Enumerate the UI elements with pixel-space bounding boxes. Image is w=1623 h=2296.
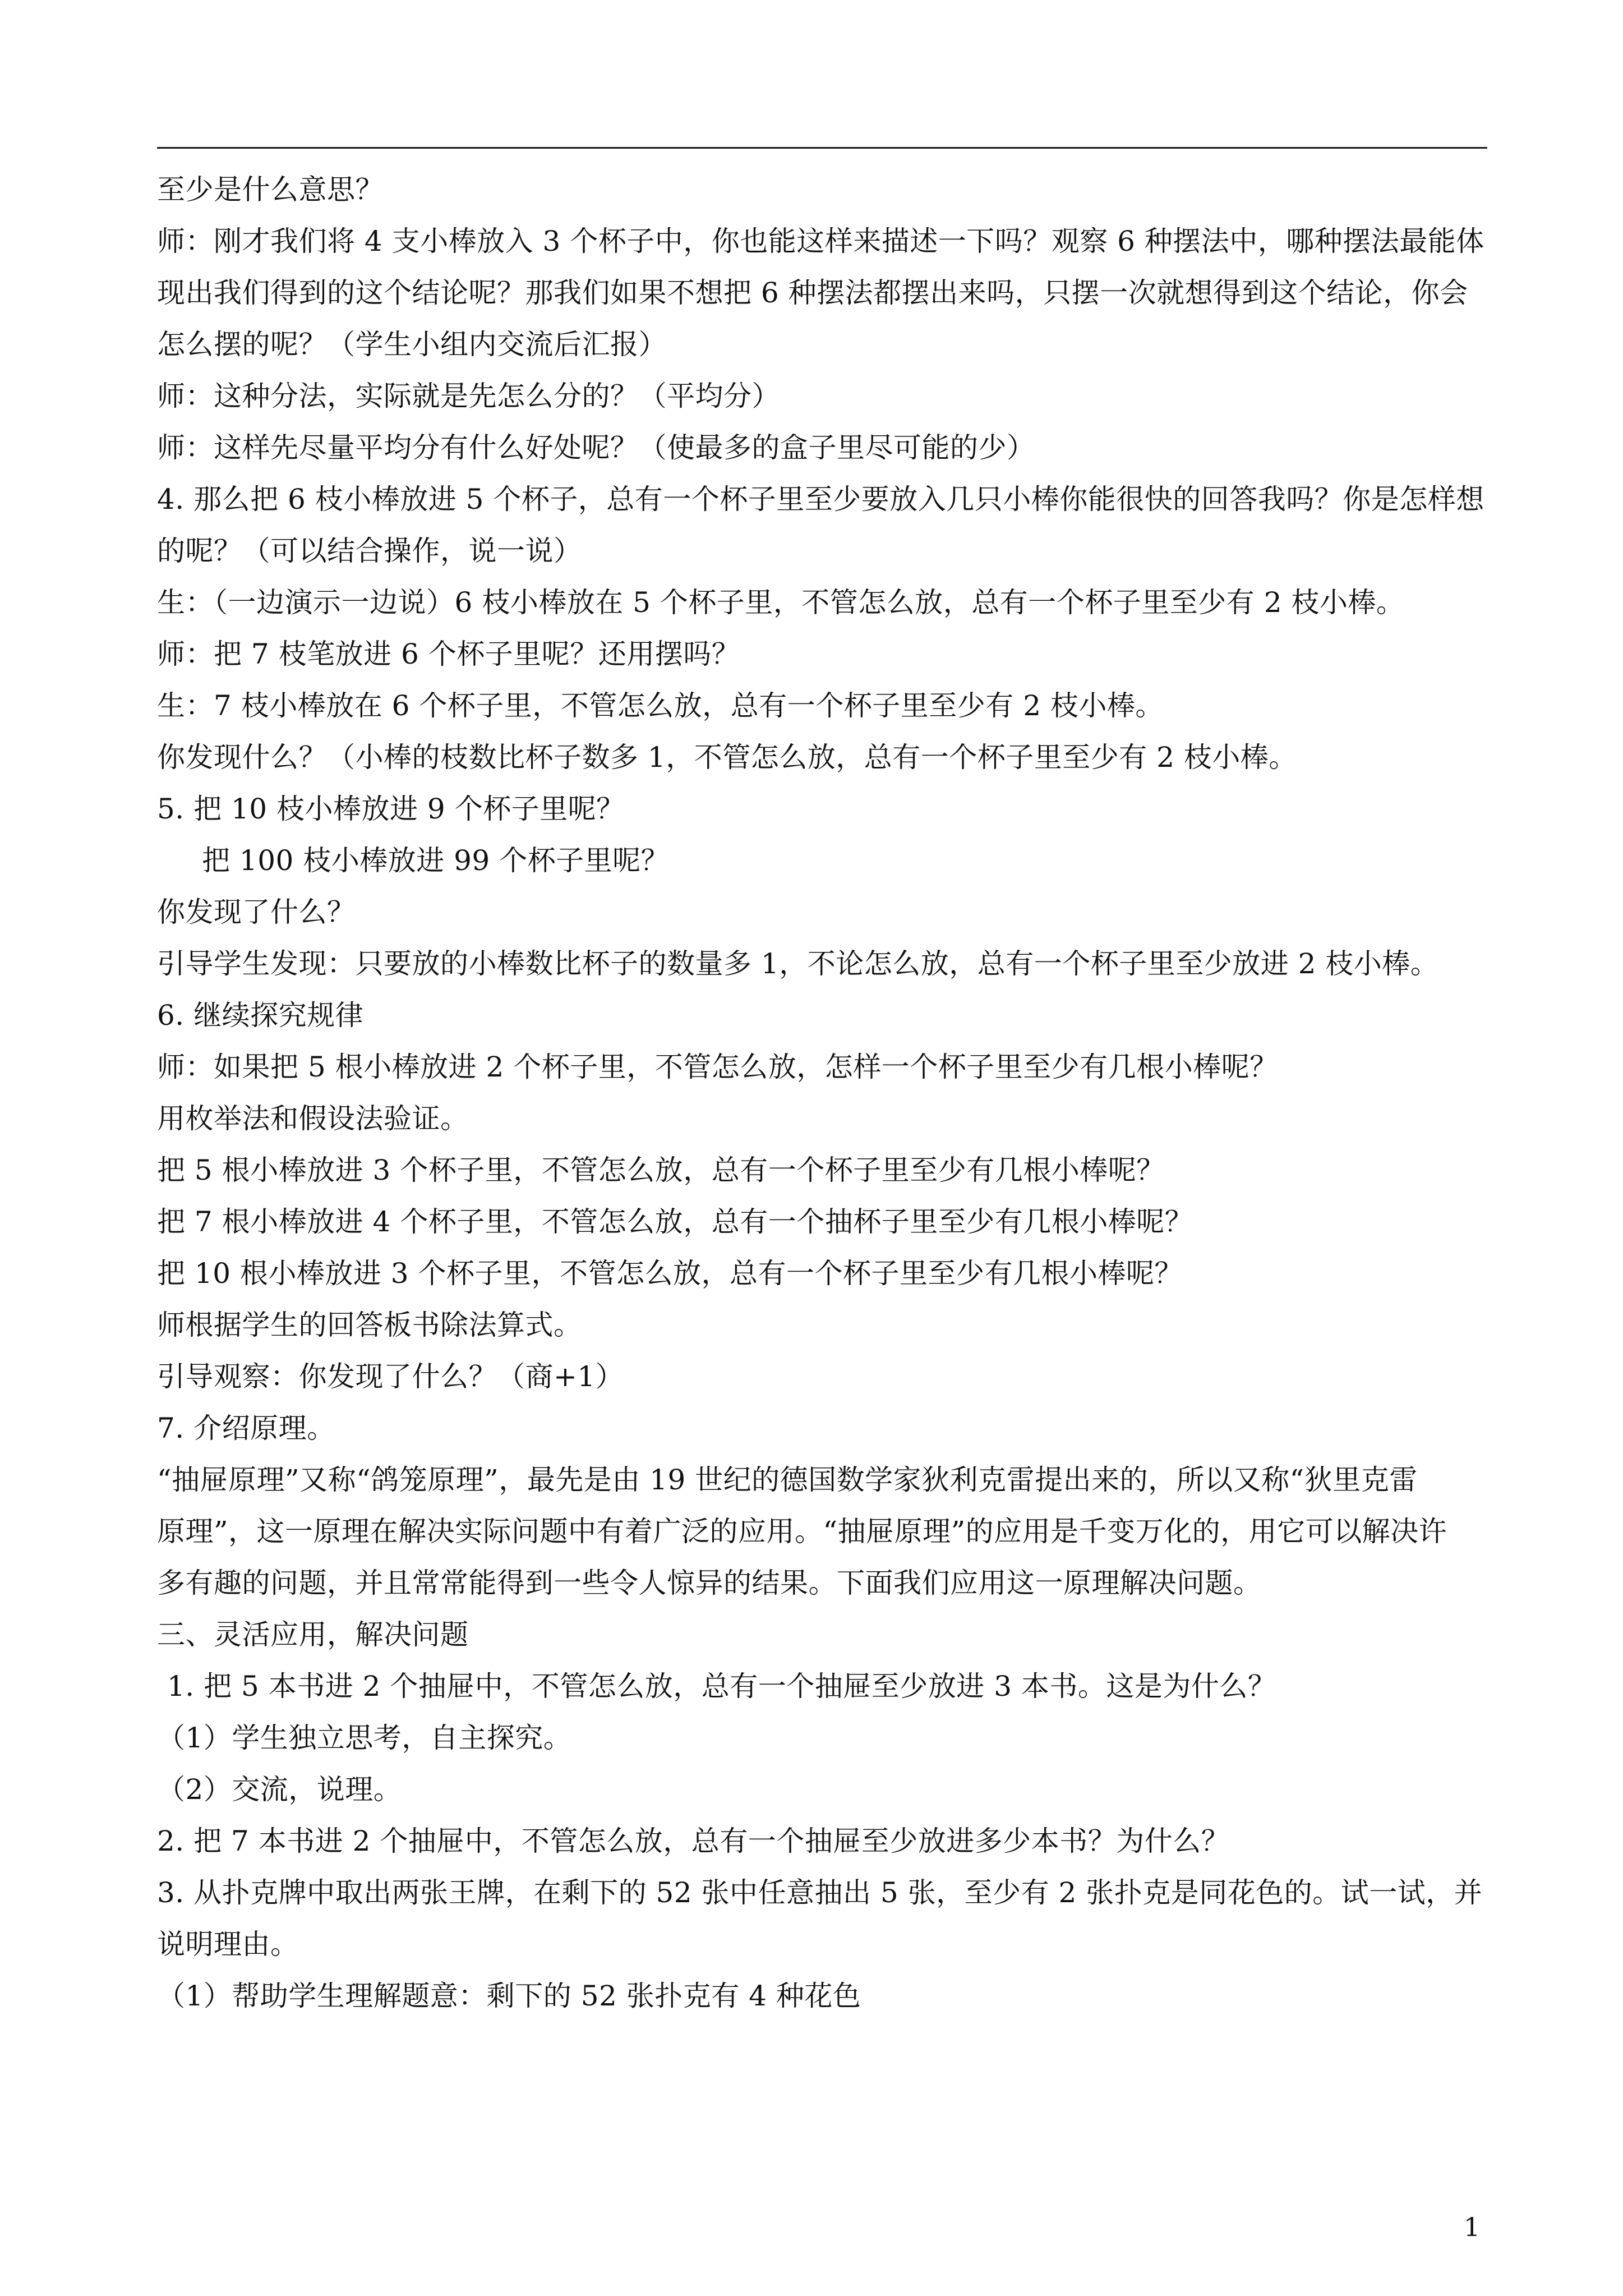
text-line: 师根据学生的回答板书除法算式。 <box>157 1309 582 1341</box>
text-line: 5. 把 10 枝小棒放进 9 个杯子里呢？ <box>157 793 625 825</box>
page-number: 1 <box>1464 2212 1481 2242</box>
document-body <box>157 164 1492 2022</box>
text-line: 师：刚才我们将 4 支小棒放入 3 个杯子中，你也能这样来描述一下吗？观察 6 种摆法中，哪种摆法最能体 <box>157 225 1484 257</box>
text-line: 把 7 根小棒放进 4 个杯子里，不管怎么放，总有一个抽杯子里至少有几根小棒呢？ <box>157 1205 1193 1238</box>
header-rule <box>157 147 1487 149</box>
text-line: 把 5 根小棒放进 3 个杯子里，不管怎么放，总有一个杯子里至少有几根小棒呢？ <box>157 1154 1165 1186</box>
text-line: 1. 把 5 本书进 2 个抽屉中，不管怎么放，总有一个抽屉至少放进 3 本书。这是为什么？ <box>167 1670 1276 1703</box>
text-line: 现出我们得到的这个结论呢？那我们如果不想把 6 种摆法都摆出来吗，只摆一次就想得到这个结论，你会 <box>157 277 1468 309</box>
text-line: 生：（一边演示一边说）6 枝小棒放在 5 个杯子里，不管怎么放，总有一个杯子里至少有 2 枝小棒。 <box>157 586 1405 619</box>
text-line: 师：这种分法，实际就是先怎么分的？（平均分） <box>157 380 780 412</box>
text-line: 把 10 根小棒放进 3 个杯子里，不管怎么放，总有一个杯子里至少有几根小棒呢？ <box>157 1257 1183 1290</box>
text-line: 师：这样先尽量平均分有什么好处呢？（使最多的盒子里尽可能的少） <box>157 431 1035 464</box>
text-line: （1）帮助学生理解题意：剩下的 52 张扑克有 4 种花色 <box>157 1980 861 2012</box>
text-line: 你发现了什么？ <box>157 896 356 928</box>
text-line: （2）交流，说理。 <box>157 1773 402 1806</box>
text-line: 2. 把 7 本书进 2 个抽屉中，不管怎么放，总有一个抽屉至少放进多少本书？为什么？ <box>157 1825 1230 1857</box>
text-line: 引导学生发现：只要放的小棒数比杯子的数量多 1，不论怎么放，总有一个杯子里至少放进 2 枝小棒。 <box>157 947 1439 980</box>
text-line: （1）学生独立思考，自主探究。 <box>157 1722 572 1754</box>
text-line: 怎么摆的呢？（学生小组内交流后汇报） <box>157 328 667 361</box>
text-line: 至少是什么意思？ <box>157 173 384 206</box>
text-line: 6. 继续探究规律 <box>157 999 364 1032</box>
text-line: 原理”，这一原理在解决实际问题中有着广泛的应用。“抽屉原理”的应用是千变万化的，用它可以解决许 <box>157 1515 1447 1548</box>
text-line: 把 100 枝小棒放进 99 个杯子里呢？ <box>202 844 670 877</box>
text-line: 3. 从扑克牌中取出两张王牌，在剩下的 52 张中任意抽出 5 张，至少有 2 张扑克是同花色的。试一试，并 <box>157 1876 1483 1909</box>
text-line: 你发现什么？（小棒的枝数比杯子数多 1，不管怎么放，总有一个杯子里至少有 2 枝小棒。 <box>157 741 1297 774</box>
text-line: “抽屉原理”又称“鸽笼原理”，最先是由 19 世纪的德国数学家狄利克雷提出来的，所以又称“狄里克雷 <box>157 1464 1418 1496</box>
text-line: 的呢？（可以结合操作，说一说） <box>157 535 582 567</box>
text-line: 7. 介绍原理。 <box>157 1412 335 1444</box>
text-line: 师：把 7 枝笔放进 6 个杯子里呢？还用摆吗？ <box>157 638 740 670</box>
text-line: 多有趣的问题，并且常常能得到一些令人惊异的结果。下面我们应用这一原理解决问题。 <box>157 1567 1262 1599</box>
text-line: 引导观察：你发现了什么？（商+1） <box>157 1360 624 1393</box>
text-line: 生：7 枝小棒放在 6 个杯子里，不管怎么放，总有一个杯子里至少有 2 枝小棒。 <box>157 689 1164 722</box>
text-line: 说明理由。 <box>157 1928 299 1961</box>
text-line: 用枚举法和假设法验证。 <box>157 1102 469 1135</box>
text-line: 师：如果把 5 根小棒放进 2 个杯子里，不管怎么放，怎样一个杯子里至少有几根小棒呢？ <box>157 1051 1278 1083</box>
text-line: 4. 那么把 6 枝小棒放进 5 个杯子，总有一个杯子里至少要放入几只小棒你能很快的回答我吗？你是怎样想 <box>157 483 1484 516</box>
text-line: 三、灵活应用，解决问题 <box>157 1618 469 1651</box>
